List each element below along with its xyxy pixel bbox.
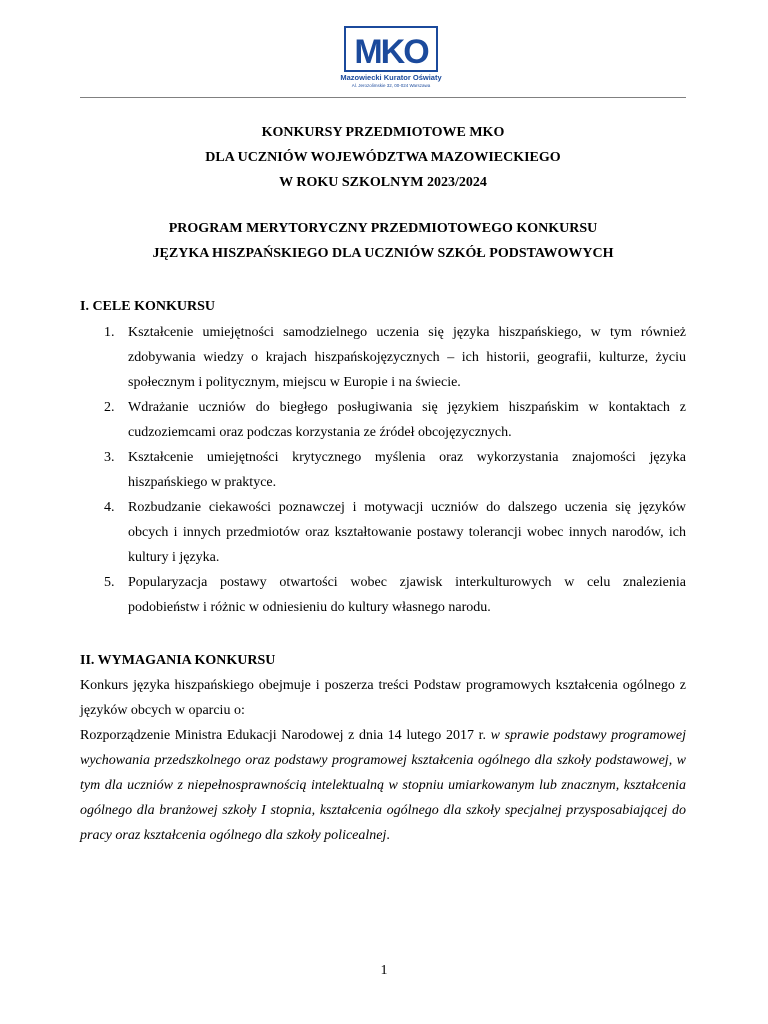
goal-number: 5.	[104, 575, 115, 590]
section-heading-requirements: II. WYMAGANIA KONKURSU	[80, 653, 276, 668]
regulation-end: .	[386, 828, 390, 843]
svg-text:MKO: MKO	[354, 33, 428, 71]
goal-item	[100, 320, 686, 395]
goal-text: Kształcenie umiejętności samodzielnego uczenia się języka hiszpańskiego, w tym również zdobywania wiedzy o krajach hiszpańskojęzycznych – ich historii, geografii, kulturze, życiu społecznym i politycznym, miejscu w Europie i na świecie.	[128, 325, 686, 390]
page-number: 1	[380, 963, 388, 978]
logo-name: Mazowiecki Kurator Oświaty	[340, 73, 442, 82]
goal-item	[100, 495, 686, 570]
document-titles	[80, 120, 686, 266]
goal-number: 1.	[104, 325, 115, 340]
section-heading-goals: I. CELE KONKURSU	[80, 299, 215, 314]
goal-text: Popularyzacja postawy otwartości wobec zjawisk interkulturowych w celu znalezienia podobieństw i różnic w odniesieniu do kultury własnego narodu.	[128, 575, 686, 615]
regulation-title: w sprawie podstawy programowej wychowania przedszkolnego oraz podstawy programowej kształcenia ogólnego dla szkoły podstawowej, w tym dla uczniów z niepełnosprawnością intelektualną w stopniu umiarkowanym lub znacznym, kształcenia ogólnego dla branżowej szkoły I stopnia, kształcenia ogólnego dla szkoły specjalnej przysposabiającej do pracy oraz kształcenia ogólnego dla szkoły policealnej	[80, 728, 687, 843]
requirements-body	[80, 673, 686, 848]
goals-list	[100, 320, 686, 620]
goal-number: 4.	[104, 500, 115, 515]
mko-logo-mark	[344, 26, 438, 72]
regulation-paragraph	[80, 723, 686, 848]
title-line-2: DLA UCZNIÓW WOJEWÓDZTWA MAZOWIECKIEGO	[205, 150, 561, 165]
header-divider	[80, 97, 686, 98]
logo-address: Al. Jerozolimskie 32, 00-024 Warszawa	[351, 83, 431, 88]
requirements-intro: Konkurs języka hiszpańskiego obejmuje i poszerza treści Podstaw programowych kształcenia ogólnego z języków obcych w oparciu o:	[80, 678, 686, 718]
goal-text: Kształcenie umiejętności krytycznego myślenia oraz wykorzystania znajomości języka hiszpańskiego w praktyce.	[128, 450, 686, 490]
title-line-1: KONKURSY PRZEDMIOTOWE MKO	[261, 125, 505, 140]
title-line-3: W ROKU SZKOLNYM 2023/2024	[279, 175, 487, 190]
mko-logo	[340, 26, 442, 92]
goal-item	[100, 445, 686, 495]
goal-text: Rozbudzanie ciekawości poznawczej i motywacji uczniów do dalszego uczenia się języków obcych i innych przedmiotów oraz kształtowanie postawy tolerancji wobec innych narodów, ich kultury i języka.	[128, 500, 686, 565]
goal-text: Wdrażanie uczniów do biegłego posługiwania się językiem hiszpańskim w kontaktach z cudzoziemcami oraz podczas korzystania ze źródeł obcojęzycznych.	[128, 400, 686, 440]
title-line-5: JĘZYKA HISZPAŃSKIEGO DLA UCZNIÓW SZKÓŁ PODSTAWOWYCH	[152, 246, 614, 261]
regulation-plain: Rozporządzenie Ministra Edukacji Narodowej z dnia 14 lutego 2017 r.	[80, 728, 491, 743]
title-line-4: PROGRAM MERYTORYCZNY PRZEDMIOTOWEGO KONKURSU	[168, 221, 598, 236]
goal-number: 3.	[104, 450, 115, 465]
goal-number: 2.	[104, 400, 115, 415]
goal-item	[100, 570, 686, 620]
goal-item	[100, 395, 686, 445]
